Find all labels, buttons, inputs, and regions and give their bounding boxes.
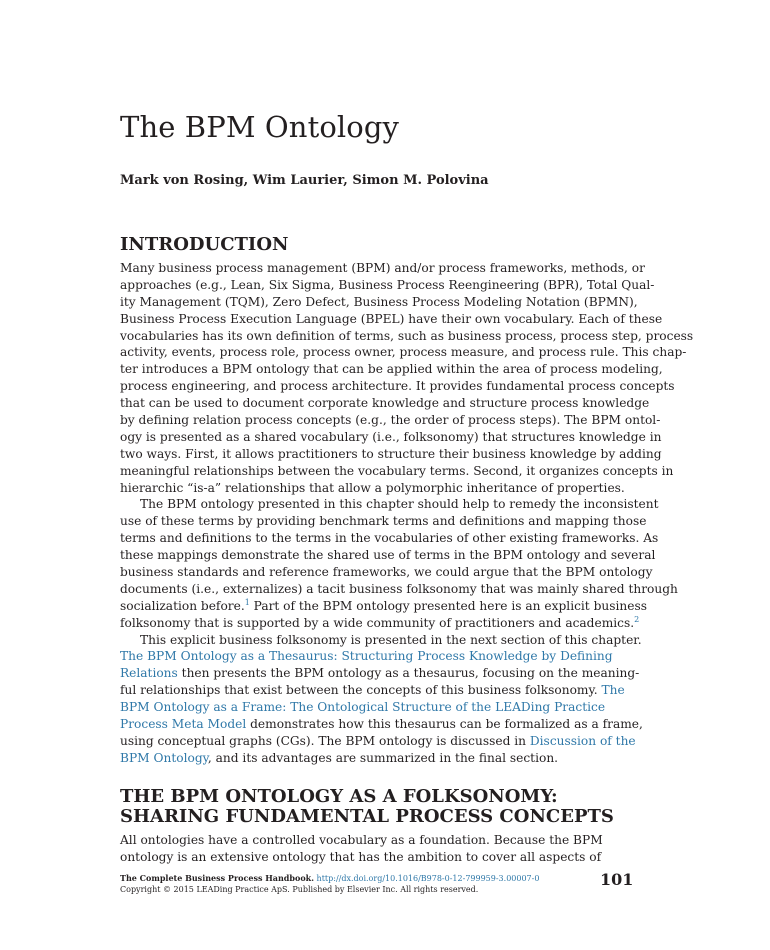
text-line	[120, 496, 659, 513]
text-segment: ogy is presented as a shared vocabulary (i.e., folksonomy) that structures knowledge in	[120, 429, 662, 444]
text-line	[120, 277, 655, 294]
text-segment: All ontologies have a controlled vocabulary as a foundation. Because the BPM	[120, 833, 603, 847]
text-segment: ity Management (TQM), Zero Defect, Business Process Modeling Notation (BPMN),	[120, 294, 638, 309]
text-segment: documents (i.e., externalizes) a tacit business folksonomy that was mainly shared through	[120, 581, 678, 596]
text-line	[120, 480, 625, 497]
text-segment: vocabularies has its own definition of terms, such as business process, process step, process	[120, 328, 694, 343]
text-line	[120, 378, 675, 395]
text-line	[120, 614, 640, 632]
text-segment: Business Process Execution Language (BPEL) have their own vocabulary. Each of these	[120, 311, 663, 326]
text-segment: hierarchic “is-a” relationships that allow a polymorphic inheritance of properties.	[120, 480, 625, 495]
text-line	[120, 832, 603, 849]
text-segment: by defining relation process concepts (e.g., the order of process steps). The BPM ontol-	[120, 413, 661, 428]
text-line	[120, 849, 600, 866]
text-line	[120, 648, 613, 665]
text-segment: meaningful relationships between the vocabulary terms. Second, it organizes concepts in	[120, 463, 674, 478]
footer-copyright: Copyright © 2015 LEADing Practice ApS. Published by Elsevier Inc. All rights reserved.	[120, 885, 479, 894]
text-line	[120, 446, 662, 463]
text-line	[120, 733, 636, 750]
text-line	[120, 344, 687, 361]
text-line	[120, 632, 642, 649]
text-segment: folksonomy that is supported by a wide community of practitioners and academics.	[120, 615, 635, 630]
text-segment: This explicit business folksonomy is presented in the next section of this chapter.	[140, 632, 642, 647]
cross-reference-link[interactable]: Relations	[120, 666, 178, 681]
footnote-ref[interactable]: 2	[634, 614, 640, 624]
text-segment: use of these terms by providing benchmark terms and definitions and mapping those	[120, 514, 647, 529]
text-segment: using conceptual graphs (CGs). The BPM ontology is discussed in	[120, 733, 530, 748]
folksonomy-heading	[120, 787, 614, 827]
folksonomy-heading-line-2: SHARING FUNDAMENTAL PROCESS CONCEPTS	[120, 806, 614, 827]
text-line	[120, 530, 659, 547]
text-line	[120, 429, 662, 446]
text-segment: activity, events, process role, process owner, process measure, and process rule. This chap-	[120, 345, 687, 360]
text-segment: process engineering, and process architecture. It provides fundamental process concepts	[120, 379, 675, 394]
text-segment: socialization before.	[120, 598, 245, 613]
text-line	[120, 597, 647, 615]
cross-reference-link[interactable]: Process Meta Model	[120, 717, 247, 732]
cross-reference-link[interactable]: The BPM Ontology as a Thesaurus: Structuring Process Knowledge by Defining	[120, 649, 613, 664]
text-segment: Many business process management (BPM) and/or process frameworks, methods, or	[120, 261, 645, 275]
text-segment: ter introduces a BPM ontology that can be applied within the area of process modeling,	[120, 362, 663, 377]
page-footer	[120, 873, 539, 895]
text-line	[120, 412, 661, 429]
page-number: 101	[600, 870, 634, 889]
text-line	[120, 311, 663, 328]
text-line	[120, 682, 625, 699]
introduction-heading: INTRODUCTION	[120, 234, 289, 255]
cross-reference-link[interactable]: BPM Ontology	[120, 750, 208, 765]
text-line	[120, 463, 674, 480]
text-line	[120, 665, 640, 682]
text-segment: ontology is an extensive ontology that has the ambition to cover all aspects of	[120, 849, 602, 864]
chapter-title: The BPM Ontology	[120, 110, 399, 144]
footer-book-title: The Complete Business Process Handbook.	[120, 873, 314, 883]
text-line	[120, 581, 678, 598]
text-line	[120, 547, 656, 564]
footer-citation-line	[120, 873, 539, 884]
footnote-ref[interactable]: 1	[244, 597, 250, 607]
text-line	[120, 564, 653, 581]
text-segment: these mappings demonstrate the shared use of terms in the BPM ontology and several	[120, 548, 656, 563]
text-line	[120, 750, 600, 767]
text-line	[120, 294, 638, 311]
author-list: Mark von Rosing, Wim Laurier, Simon M. Polovina	[120, 173, 489, 188]
text-segment: demonstrates how this thesaurus can be formalized as a frame,	[246, 717, 643, 732]
cross-reference-link[interactable]: Discussion of the	[529, 733, 636, 748]
text-line	[120, 260, 645, 277]
text-line	[120, 699, 606, 716]
introduction-body	[120, 260, 694, 767]
text-line	[120, 513, 647, 530]
folksonomy-heading-line-1: THE BPM ONTOLOGY AS A FOLKSONOMY:	[120, 786, 558, 807]
text-line	[120, 361, 663, 378]
footer-doi-link[interactable]: http://dx.doi.org/10.1016/B978-0-12-799959-3.00007-0	[316, 874, 540, 883]
text-segment: business standards and reference frameworks, we could argue that the BPM ontology	[120, 565, 653, 580]
cross-reference-link[interactable]: The	[601, 683, 625, 698]
text-segment: , and its advantages are summarized in the final section.	[207, 750, 559, 765]
text-segment: terms and definitions to the terms in the vocabularies of other existing frameworks. As	[120, 531, 659, 546]
text-segment: Part of the BPM ontology presented here is an explicit business	[249, 598, 647, 613]
text-line	[120, 395, 650, 412]
text-line	[120, 328, 694, 345]
text-line	[120, 716, 643, 733]
text-segment: The BPM ontology presented in this chapter should help to remedy the inconsistent	[140, 497, 659, 512]
text-segment: that can be used to document corporate knowledge and structure process knowledge	[120, 396, 650, 411]
folksonomy-body	[120, 832, 603, 866]
cross-reference-link[interactable]: BPM Ontology as a Frame: The Ontological Structure of the LEADing Practice	[120, 700, 606, 715]
text-segment: approaches (e.g., Lean, Six Sigma, Business Process Reengineering (BPR), Total Qual-	[120, 277, 655, 292]
text-segment: two ways. First, it allows practitioners to structure their business knowledge by adding	[120, 446, 662, 461]
text-segment: then presents the BPM ontology as a thesaurus, focusing on the meaning-	[177, 666, 640, 681]
text-segment: ful relationships that exist between the concepts of this business folksonomy.	[120, 683, 602, 698]
